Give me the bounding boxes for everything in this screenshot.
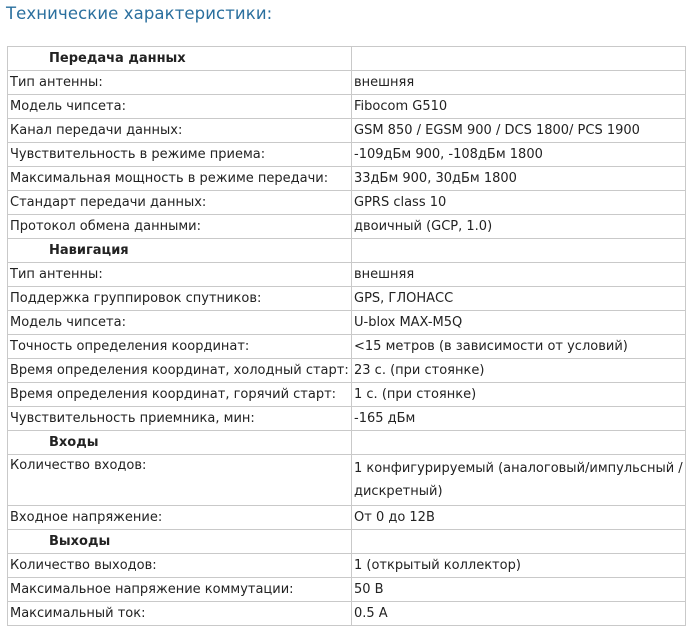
table-row [8, 143, 686, 167]
spec-label: Точность определения координат: [8, 335, 352, 359]
table-row [8, 506, 686, 530]
spec-value: 50 В [352, 578, 686, 602]
spec-value: GPS, ГЛОНАСС [352, 287, 686, 311]
spec-value: 23 с. (при стоянке) [352, 359, 686, 383]
section-header-data-transfer [8, 47, 686, 71]
table-row [8, 407, 686, 431]
spec-value: От 0 до 12В [352, 506, 686, 530]
spec-value: 1 конфигурируемый (аналоговый/импульсный /дискретный) [352, 455, 686, 506]
section-title: Входы [8, 431, 352, 455]
section-title: Выходы [8, 530, 352, 554]
table-row [8, 71, 686, 95]
table-row [8, 359, 686, 383]
section-title: Передача данных [8, 47, 352, 71]
spec-label: Количество выходов: [8, 554, 352, 578]
spec-value: внешняя [352, 263, 686, 287]
spec-value: 1 с. (при стоянке) [352, 383, 686, 407]
spec-value: <15 метров (в зависимости от условий) [352, 335, 686, 359]
table-row [8, 287, 686, 311]
spec-label: Время определения координат, холодный старт: [8, 359, 352, 383]
spec-label: Поддержка группировок спутников: [8, 287, 352, 311]
spec-value: 1 (открытый коллектор) [352, 554, 686, 578]
spec-label: Чувствительность приемника, мин: [8, 407, 352, 431]
table-row [8, 191, 686, 215]
table-row [8, 554, 686, 578]
spec-value: двоичный (GCP, 1.0) [352, 215, 686, 239]
spec-label: Канал передачи данных: [8, 119, 352, 143]
spec-label: Стандарт передачи данных: [8, 191, 352, 215]
spec-label: Входное напряжение: [8, 506, 352, 530]
table-row [8, 311, 686, 335]
spec-label: Время определения координат, горячий старт: [8, 383, 352, 407]
table-row [8, 335, 686, 359]
spec-label: Количество входов: [8, 455, 352, 506]
spec-label: Максимальная мощность в режиме передачи: [8, 167, 352, 191]
table-row [8, 383, 686, 407]
spec-value: GPRS class 10 [352, 191, 686, 215]
page-title: Технические характеристики: [6, 4, 273, 23]
spec-value: 0.5 А [352, 602, 686, 626]
spec-label: Максимальное напряжение коммутации: [8, 578, 352, 602]
spec-label: Чувствительность в режиме приема: [8, 143, 352, 167]
spec-label: Тип антенны: [8, 263, 352, 287]
table-row [8, 455, 686, 506]
section-header-inputs [8, 431, 686, 455]
table-row [8, 263, 686, 287]
section-header-outputs [8, 530, 686, 554]
section-title: Навигация [8, 239, 352, 263]
section-header-navigation [8, 239, 686, 263]
spec-value: внешняя [352, 71, 686, 95]
spec-label: Максимальный ток: [8, 602, 352, 626]
table-row [8, 167, 686, 191]
spec-label: Тип антенны: [8, 71, 352, 95]
table-row [8, 215, 686, 239]
specs-table [7, 46, 686, 626]
spec-value: GSM 850 / EGSM 900 / DCS 1800/ PCS 1900 [352, 119, 686, 143]
spec-value: Fibocom G510 [352, 95, 686, 119]
spec-value: -109дБм 900, -108дБм 1800 [352, 143, 686, 167]
spec-label: Протокол обмена данными: [8, 215, 352, 239]
spec-value: -165 дБм [352, 407, 686, 431]
table-row [8, 578, 686, 602]
table-row [8, 95, 686, 119]
table-row [8, 119, 686, 143]
spec-value: U-blox MAX-M5Q [352, 311, 686, 335]
spec-label: Модель чипсета: [8, 311, 352, 335]
spec-label: Модель чипсета: [8, 95, 352, 119]
spec-value: 33дБм 900, 30дБм 1800 [352, 167, 686, 191]
